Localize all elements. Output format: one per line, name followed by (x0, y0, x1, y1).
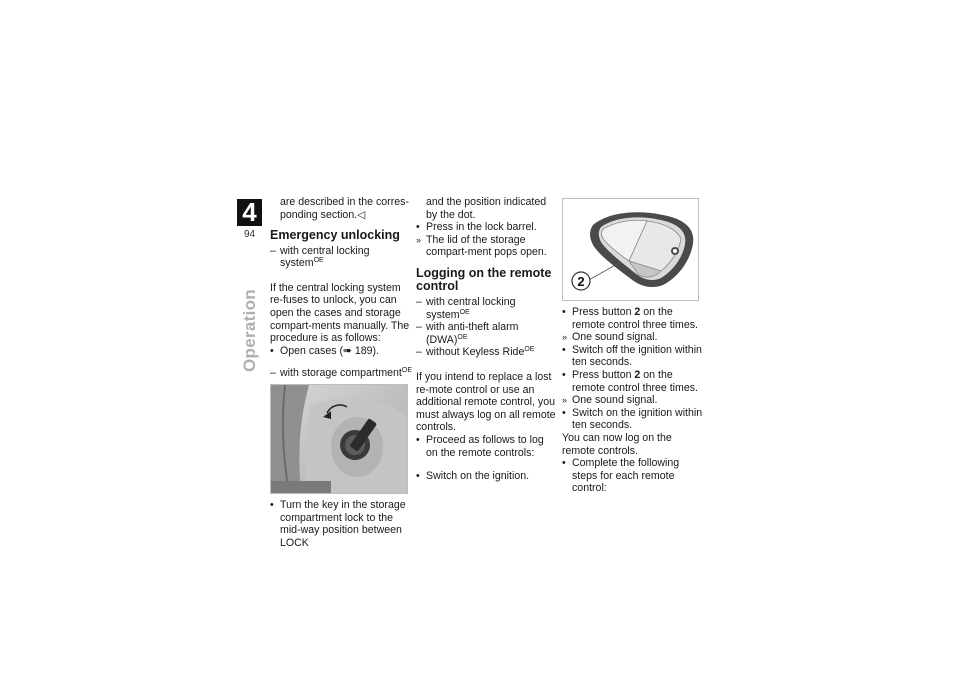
heading-emergency-unlocking: Emergency unlocking (270, 228, 400, 243)
oe-superscript: OE (524, 346, 535, 354)
chapter-title: Operation (240, 289, 259, 372)
oe-superscript: OE (459, 308, 470, 316)
storage-lock-image (271, 385, 407, 493)
page-number: 94 (243, 229, 256, 240)
storage-lock-illustration (270, 384, 408, 494)
oe-superscript: OE (313, 257, 324, 265)
oe-superscript: OE (457, 333, 468, 341)
bullet-turn-key: • Turn the key in the storage compartment lock to the mid-way position between LOCK (270, 499, 412, 549)
equipment-anti-theft-alarm: – with anti-theft alarm (DWA)$^{OE}$ (416, 321, 558, 346)
equipment-central-locking: – with central locking system$^{OE}$ (416, 296, 558, 321)
bullet-open-cases: • Open cases (➠ 189). (270, 345, 412, 358)
remote-control-illustration (562, 198, 699, 301)
bullet-press-button-2: • Press button 2 on the remote control three times. (562, 369, 704, 394)
column-1 (270, 196, 412, 549)
emergency-unlocking-paragraph: If the central locking system re-fuses to unlock, you can open the cases and storage compart-ments manually. The procedure is as follows: (270, 281, 410, 345)
log-on-paragraph: You can now log on the remote controls. (562, 431, 672, 457)
bullet-press-button-1: • Press button 2 on the remote control three times. (562, 306, 704, 331)
remote-key-image (563, 199, 698, 300)
callout-number: 2 (577, 274, 585, 289)
page-reference-link[interactable]: 189 (354, 344, 373, 357)
equipment-without-keyless-ride: – without Keyless Ride$^{OE}$ (416, 346, 558, 359)
equipment-central-locking: – with central locking system$^{OE}$ (270, 245, 412, 270)
bullet-switch-on-ignition-within: • Switch on the ignition within ten seconds. (562, 407, 704, 432)
bullet-switch-off-ignition: • Switch off the ignition within ten seconds. (562, 344, 704, 369)
logging-on-paragraph: If you intend to replace a lost re-mote control or use an additional remote control, you must always log on all remote controls. (416, 370, 556, 434)
bullet-press-lock-barrel: • Press in the lock barrel. (416, 221, 558, 234)
equipment-storage-compartment: – with storage compartment$^{OE}$ (270, 367, 412, 380)
result-lid-pops-open: » The lid of the storage compart-ment pops open. (416, 234, 558, 259)
column-3 (562, 196, 704, 495)
heading-logging-on-remote: Logging on the remote control (416, 265, 552, 294)
chapter-number-badge: 4 (237, 199, 262, 226)
oe-superscript: OE (401, 367, 413, 375)
turn-key-continuation: and the position indicated by the dot. (426, 196, 547, 221)
bullet-proceed-as-follows: • Proceed as follows to log on the remote controls: (416, 434, 558, 459)
intro-text: are described in the corres-ponding section.◁ (280, 196, 409, 221)
result-sound-signal-1: » One sound signal. (562, 331, 704, 344)
column-2 (416, 196, 558, 483)
end-of-section-mark: ◁ (357, 208, 366, 221)
page-reference-arrow-icon: ➠ (343, 344, 352, 357)
bullet-switch-on-ignition: • Switch on the ignition. (416, 470, 558, 483)
bullet-complete-steps: • Complete the following steps for each remote control: (562, 457, 704, 495)
result-sound-signal-2: » One sound signal. (562, 394, 704, 407)
